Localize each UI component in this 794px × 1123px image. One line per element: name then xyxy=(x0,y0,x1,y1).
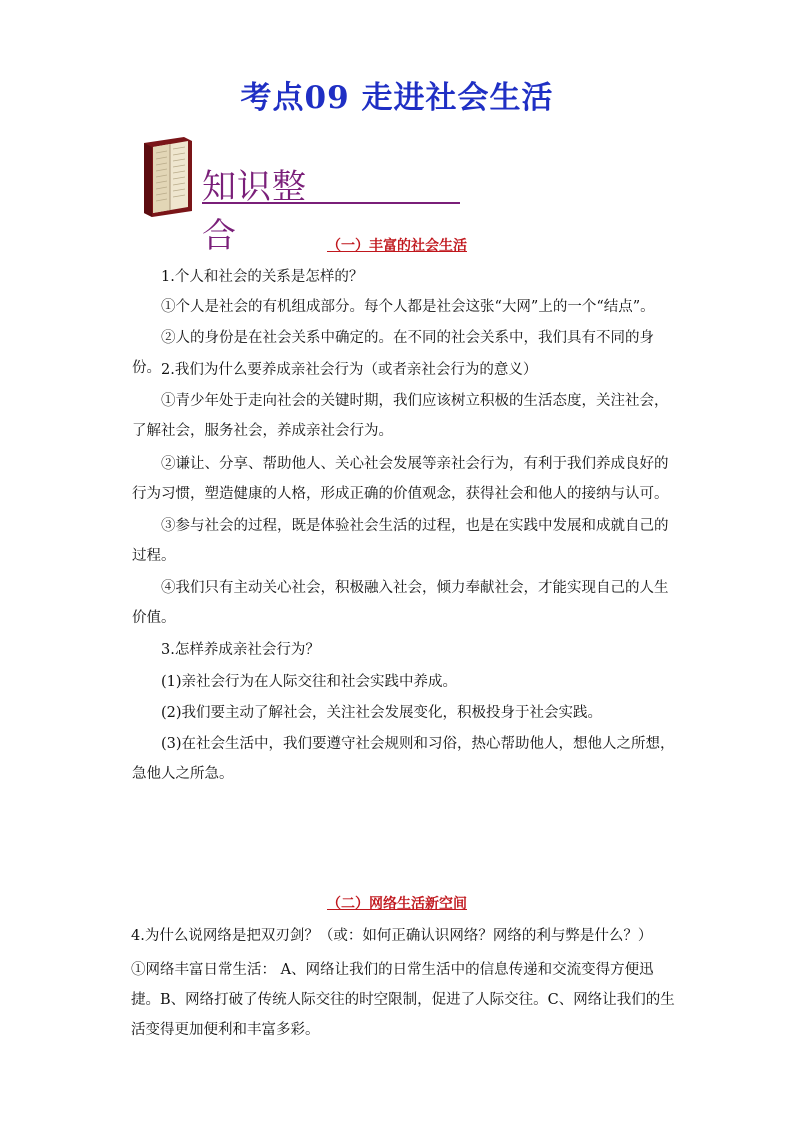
paragraph: ①网络丰富日常生活： A、网络让我们的日常生活中的信息传递和交流变得方便迅捷。B、网络打破了传统人际交往的时空限制，促进了人际交往。C、网络让我们的生活变得更加便利和丰富多彩。 xyxy=(131,962,675,1038)
paragraph: ②人的身份是在社会关系中确定的。在不同的社会关系中，我们具有不同的身份。 xyxy=(132,330,654,376)
paragraph: ①青少年处于走向社会的关键时期，我们应该树立积极的生活态度，关注社会，了解社会，服务社会，养成亲社会行为。 xyxy=(132,393,669,439)
question-2: 2.我们为什么要养成亲社会行为（或者亲社会行为的意义） xyxy=(161,362,538,378)
banner-underline xyxy=(202,202,460,204)
banner-label: 知识整合 xyxy=(202,167,307,256)
book-icon xyxy=(140,135,196,217)
section-heading-2: （二）网络生活新空间 xyxy=(327,896,467,912)
section-heading-1: （一）丰富的社会生活 xyxy=(327,238,467,254)
paragraph: (2)我们要主动了解社会，关注社会发展变化，积极投身于社会实践。 xyxy=(161,705,603,721)
paragraph: ②谦让、分享、帮助他人、关心社会发展等亲社会行为，有利于我们养成良好的行为习惯，塑造健康的人格，形成正确的价值观念，获得社会和他人的接纳与认可。 xyxy=(132,456,669,502)
paragraph: ④我们只有主动关心社会，积极融入社会，倾力奉献社会，才能实现自己的人生价值。 xyxy=(132,580,669,626)
paragraph: (3)在社会生活中，我们要遵守社会规则和习俗，热心帮助他人，想他人之所想，急他人之所急。 xyxy=(132,736,675,782)
question-1: 1.个人和社会的关系是怎样的？ xyxy=(161,269,364,285)
paragraph: ①个人是社会的有机组成部分。每个人都是社会这张“大网”上的一个“结点”。 xyxy=(161,299,655,315)
paragraph: (1)亲社会行为在人际交往和社会实践中养成。 xyxy=(161,674,458,690)
paragraph: ③参与社会的过程，既是体验社会生活的过程，也是在实践中发展和成就自己的过程。 xyxy=(132,518,669,564)
question-3: 3.怎样养成亲社会行为？ xyxy=(161,642,320,658)
question-4: 4.为什么说网络是把双刃剑？（或：如何正确认识网络？网络的利与弊是什么？） xyxy=(131,928,653,944)
knowledge-banner xyxy=(140,133,340,256)
page-title: 考点09 走进社会生活 xyxy=(240,80,554,116)
